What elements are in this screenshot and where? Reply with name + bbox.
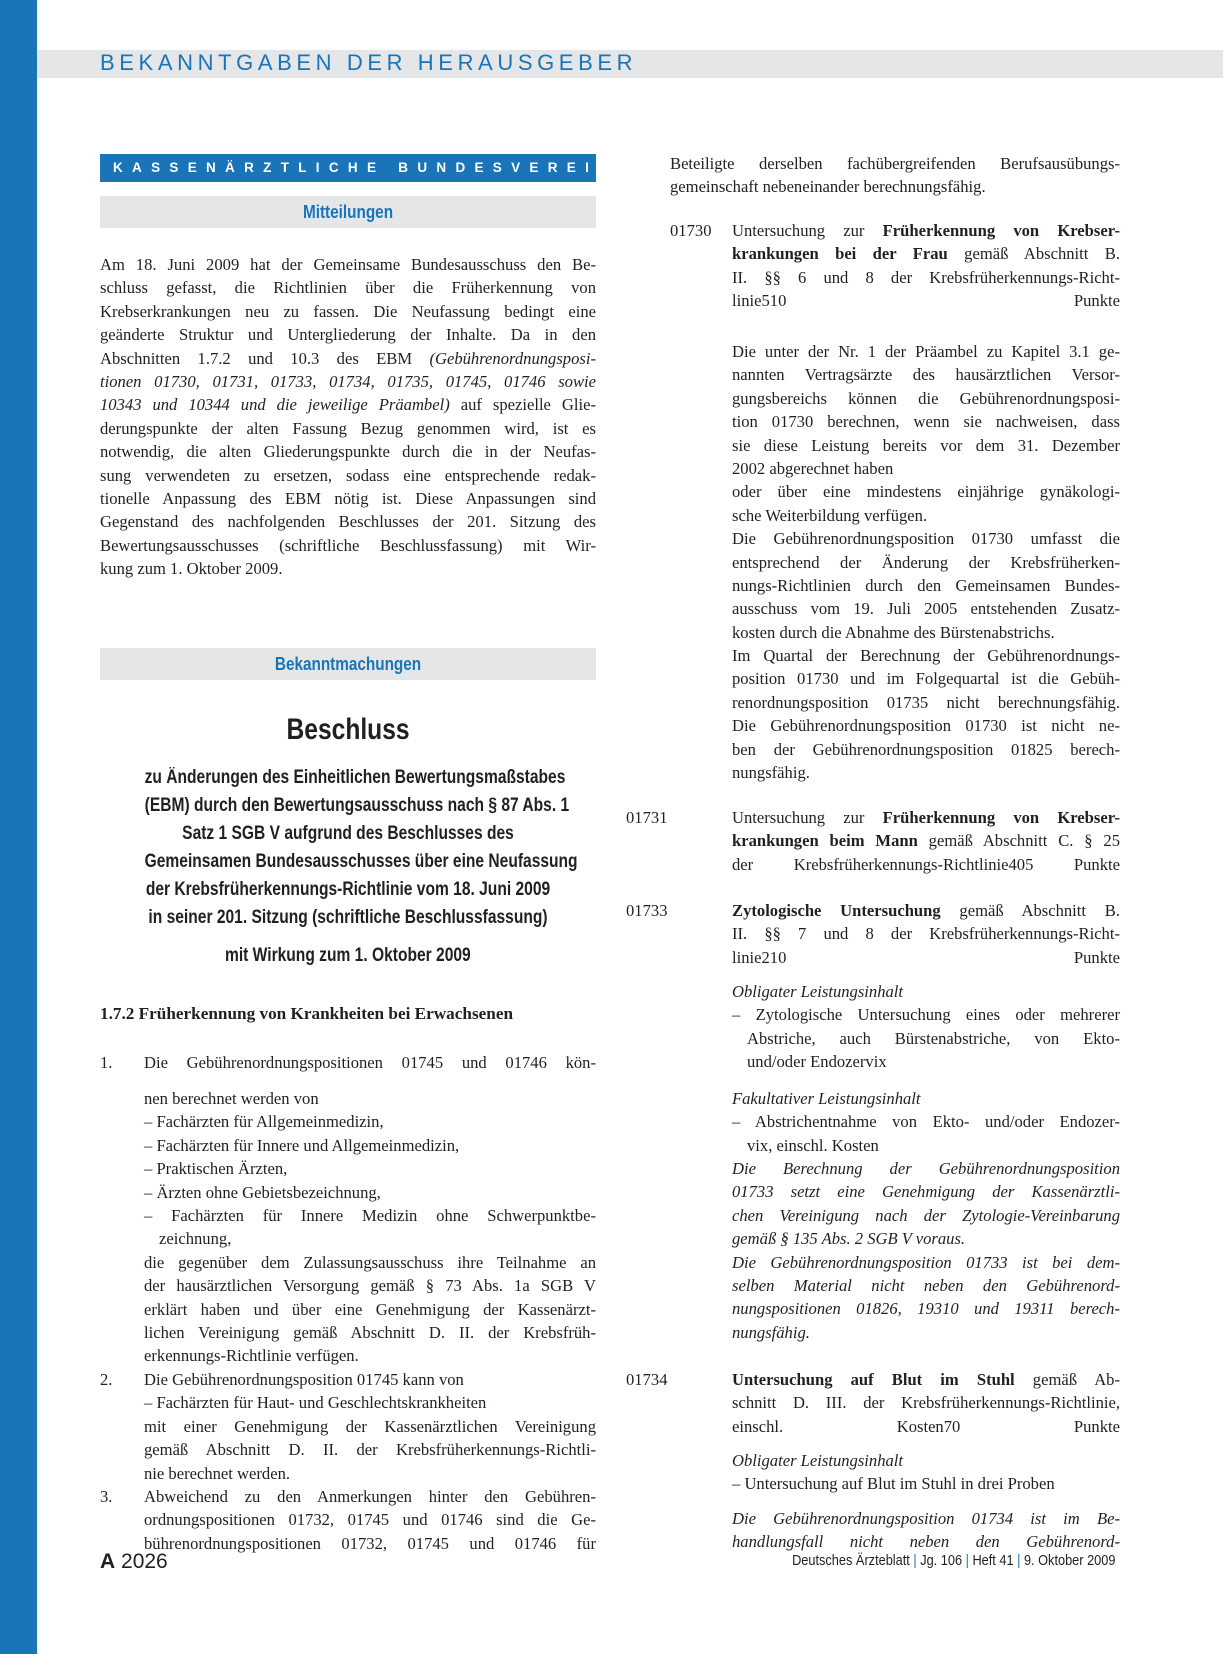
item-2-body: Die Gebührenordnungsposition 01745 kann von – Fachärzten für Haut- und Geschlechtskrankheiten mit einer Genehmigung der Kassenärztlichen Vereinigung gemäß Abschnitt D. II. der Krebsfrüherkennungs-Richtli- nie berechnet werden. — [144, 1370, 596, 1483]
notes-01733: Die Berechnung der Gebührenordnungsposition 01733 setzt eine Genehmigung der Kassenärztli- chen Vereinigung nach der Zytologie-Vereinbarung gemäß § 135 Abs. 2 SGB V voraus. Die Gebührenordnungsposition 01733 ist bei dem- selben Material nicht neben den Gebührenord- nungspositionen 01826, 19310 und 19311 berech- nungsfähig. — [732, 1159, 1120, 1342]
code-01731: 01731 — [626, 808, 668, 827]
item-1-first-line: Die Gebührenordnungspositionen 01745 und 01746 kön- — [144, 1053, 596, 1072]
code-01730: 01730 — [670, 221, 712, 240]
bekanntmachungen-heading: Bekanntmachungen — [100, 648, 596, 680]
item-1-body: nen berechnet werden von – Fachärzten für Allgemeinmedizin, – Fachärzten für Innere und Allgemeinmedizin, – Praktischen Ärzten, – Ärzten ohne Gebietsbezeichnung, – Fachärzten für Innere Medizin ohne Schwerpunktbe- zeichnung, die gegenüber dem Zulassungsausschuss ihre Teilnahme an der hausärztlichen Versorgung gemäß § 73 Abs. 1a SGB V erklärt haben und über eine Genehmigung der Kassenärzt- lichen Vereinigung gemäß Abschnitt D. II. der Krebsfrüh- erkennungs-Richtlinie verfügen. — [144, 1089, 596, 1366]
entry-01733: Zytologische Untersuchung gemäß Abschnitt B. II. §§ 7 und 8 der Krebsfrüherkennungs-Richt- linie210 Punkte — [732, 901, 1120, 967]
section-title: BEKANNTGABEN DER HERAUSGEBER — [100, 50, 638, 75]
intro-paragraph: Am 18. Juni 2009 hat der Gemeinsame Bundesausschuss den Be- schluss gefasst, die Richtlinien über die Früherkennung von Krebserkrankungen neu zu fassen. Die Neufassung bedingt eine geänderte Struktur und Untergliederung der Inhalte. Da in den Abschnitten 1.7.2 und 10.3 des EBM (Gebührenordnungsposi- tionen 01730, 01731, 01733, 01734, 01735, 01745, 01746 sowie 10343 und 10344 und die jeweilige Präambel) auf spezielle Glie- derungspunkte der alten Fassung Bezug genommen wird, ist es notwendig, die alten Gliederungspunkte durch die in der Neufas- sung verwendeten zu ersetzen, sodass eine entsprechende redak- tionelle Anpassung des EBM nötig ist. Diese Anpassungen sind Gegenstand des nachfolgenden Beschlusses der 201. Sitzung des Bewertungsausschusses (schriftliche Beschlussfassung) mit Wir- kung zum 1. Oktober 2009. — [100, 255, 596, 579]
entry-01731: Untersuchung zur Früherkennung von Krebser- krankungen beim Mann gemäß Abschnitt C. § 25 der Krebsfrüherkennungs-Richtlinie405 Punkte — [732, 808, 1121, 874]
footer-journal-info: Deutsches Ärzteblatt | Jg. 106 | Heft 41 | 9. Oktober 2009 — [791, 1553, 1115, 1569]
fakultativ-01733: Fakultativer Leistungsinhalt – Abstrichentnahme von Ekto- und/oder Endozer- vix, einschl. Kosten — [732, 1089, 1120, 1155]
entry-01734: Untersuchung auf Blut im Stuhl gemäß Ab- schnitt D. III. der Krebsfrüherkennungs-Richtlinie, einschl. Kosten70 Punkte — [732, 1370, 1121, 1436]
beschluss-subtitle: zu Änderungen des Einheitlichen Bewertungsmaßstabes (EBM) durch den Bewertungsausschuss nach § 87 Abs. 1 Satz 1 SGB V aufgrund des Beschlusses des Gemeinsamen Bundesausschusses über eine Neufassung der Krebsfrüherkennungs-Richtlinie vom 18. Juni 2009 in seiner 201. Sitzung (schriftliche Beschlussfassung) — [144, 767, 578, 928]
beschluss-wirkung: mit Wirkung zum 1. Oktober 2009 — [225, 945, 471, 966]
item-3-body: Abweichend zu den Anmerkungen hinter den Gebühren- ordnungspositionen 01732, 01745 und 01746 sind die Ge- bührenordnungspositionen 01732, 01745 und 01746 für — [144, 1487, 596, 1553]
entry-01730: Untersuchung zur Früherkennung von Krebser- krankungen bei der Frau gemäß Abschnitt B. II. §§ 6 und 8 der Krebsfrüherkennungs-Richt- linie510 Punkte — [732, 221, 1121, 311]
punkte-01734: 70 Punkte — [943, 1416, 1120, 1436]
org-banner: KASSENÄRZTLICHE BUNDESVEREINIGUNG — [100, 154, 596, 182]
punkte-01733: 210 Punkte — [761, 947, 1120, 967]
notes-01734: Die Gebührenordnungsposition 01734 ist im Be- handlungsfall nicht neben den Gebührenord- — [732, 1509, 1120, 1552]
code-01734: 01734 — [626, 1370, 668, 1389]
punkte-01731: 405 Punkte — [1008, 854, 1120, 874]
punkte-01730: 510 Punkte — [761, 291, 1120, 311]
obligat-01733: Obligater Leistungsinhalt – Zytologische Untersuchung eines oder mehrerer Abstriche, auch Bürstenabstriche, von Ekto- und/oder Endozervix — [732, 982, 1120, 1072]
item-3-number: 3. — [100, 1487, 113, 1506]
mitteilungen-heading: Mitteilungen — [100, 196, 596, 228]
item-2-number: 2. — [100, 1370, 113, 1389]
continuation-text: Beteiligte derselben fachübergreifenden Berufsausübungs- gemeinschaft nebeneinander berechnungsfähig. — [670, 154, 1120, 197]
code-01733: 01733 — [626, 901, 668, 920]
beschluss-title: Beschluss — [286, 713, 410, 746]
page-number: A 2026 — [100, 1550, 168, 1573]
notes-01730: Die unter der Nr. 1 der Präambel zu Kapitel 3.1 ge- nannten Vertragsärzte des hausärztlichen Versor- gungsbereichs können die Gebührenordnungsposi- tion 01730 berechnen, wenn sie nachweisen, dass sie diese Leistung bereits vor dem 31. Dezember 2002 abgerechnet haben oder über eine mindestens einjährige gynäkologi- sche Weiterbildung verfügen. Die Gebührenordnungsposition 01730 umfasst die entsprechend der Änderung der Krebsfrüherken- nungs-Richtlinien durch den Gemeinsamen Bundes- ausschuss vom 19. Juli 2005 entstehenden Zusatz- kosten durch die Abnahme des Bürstenabstrichs. Im Quartal der Berechnung der Gebührenordnungs- position 01730 und im Folgequartal ist die Gebüh- renordnungsposition 01735 nicht berechnungsfähig. Die Gebührenordnungsposition 01730 ist nicht ne- ben der Gebührenordnungsposition 01825 berech- nungsfähig. — [732, 342, 1120, 783]
item-1-number: 1. — [100, 1053, 113, 1072]
section-heading-172: 1.7.2 Früherkennung von Krankheiten bei Erwachsenen — [100, 1004, 514, 1023]
sidebar-stripe — [0, 0, 37, 1654]
obligat-01734: Obligater Leistungsinhalt – Untersuchung auf Blut im Stuhl in drei Proben — [732, 1451, 1055, 1494]
